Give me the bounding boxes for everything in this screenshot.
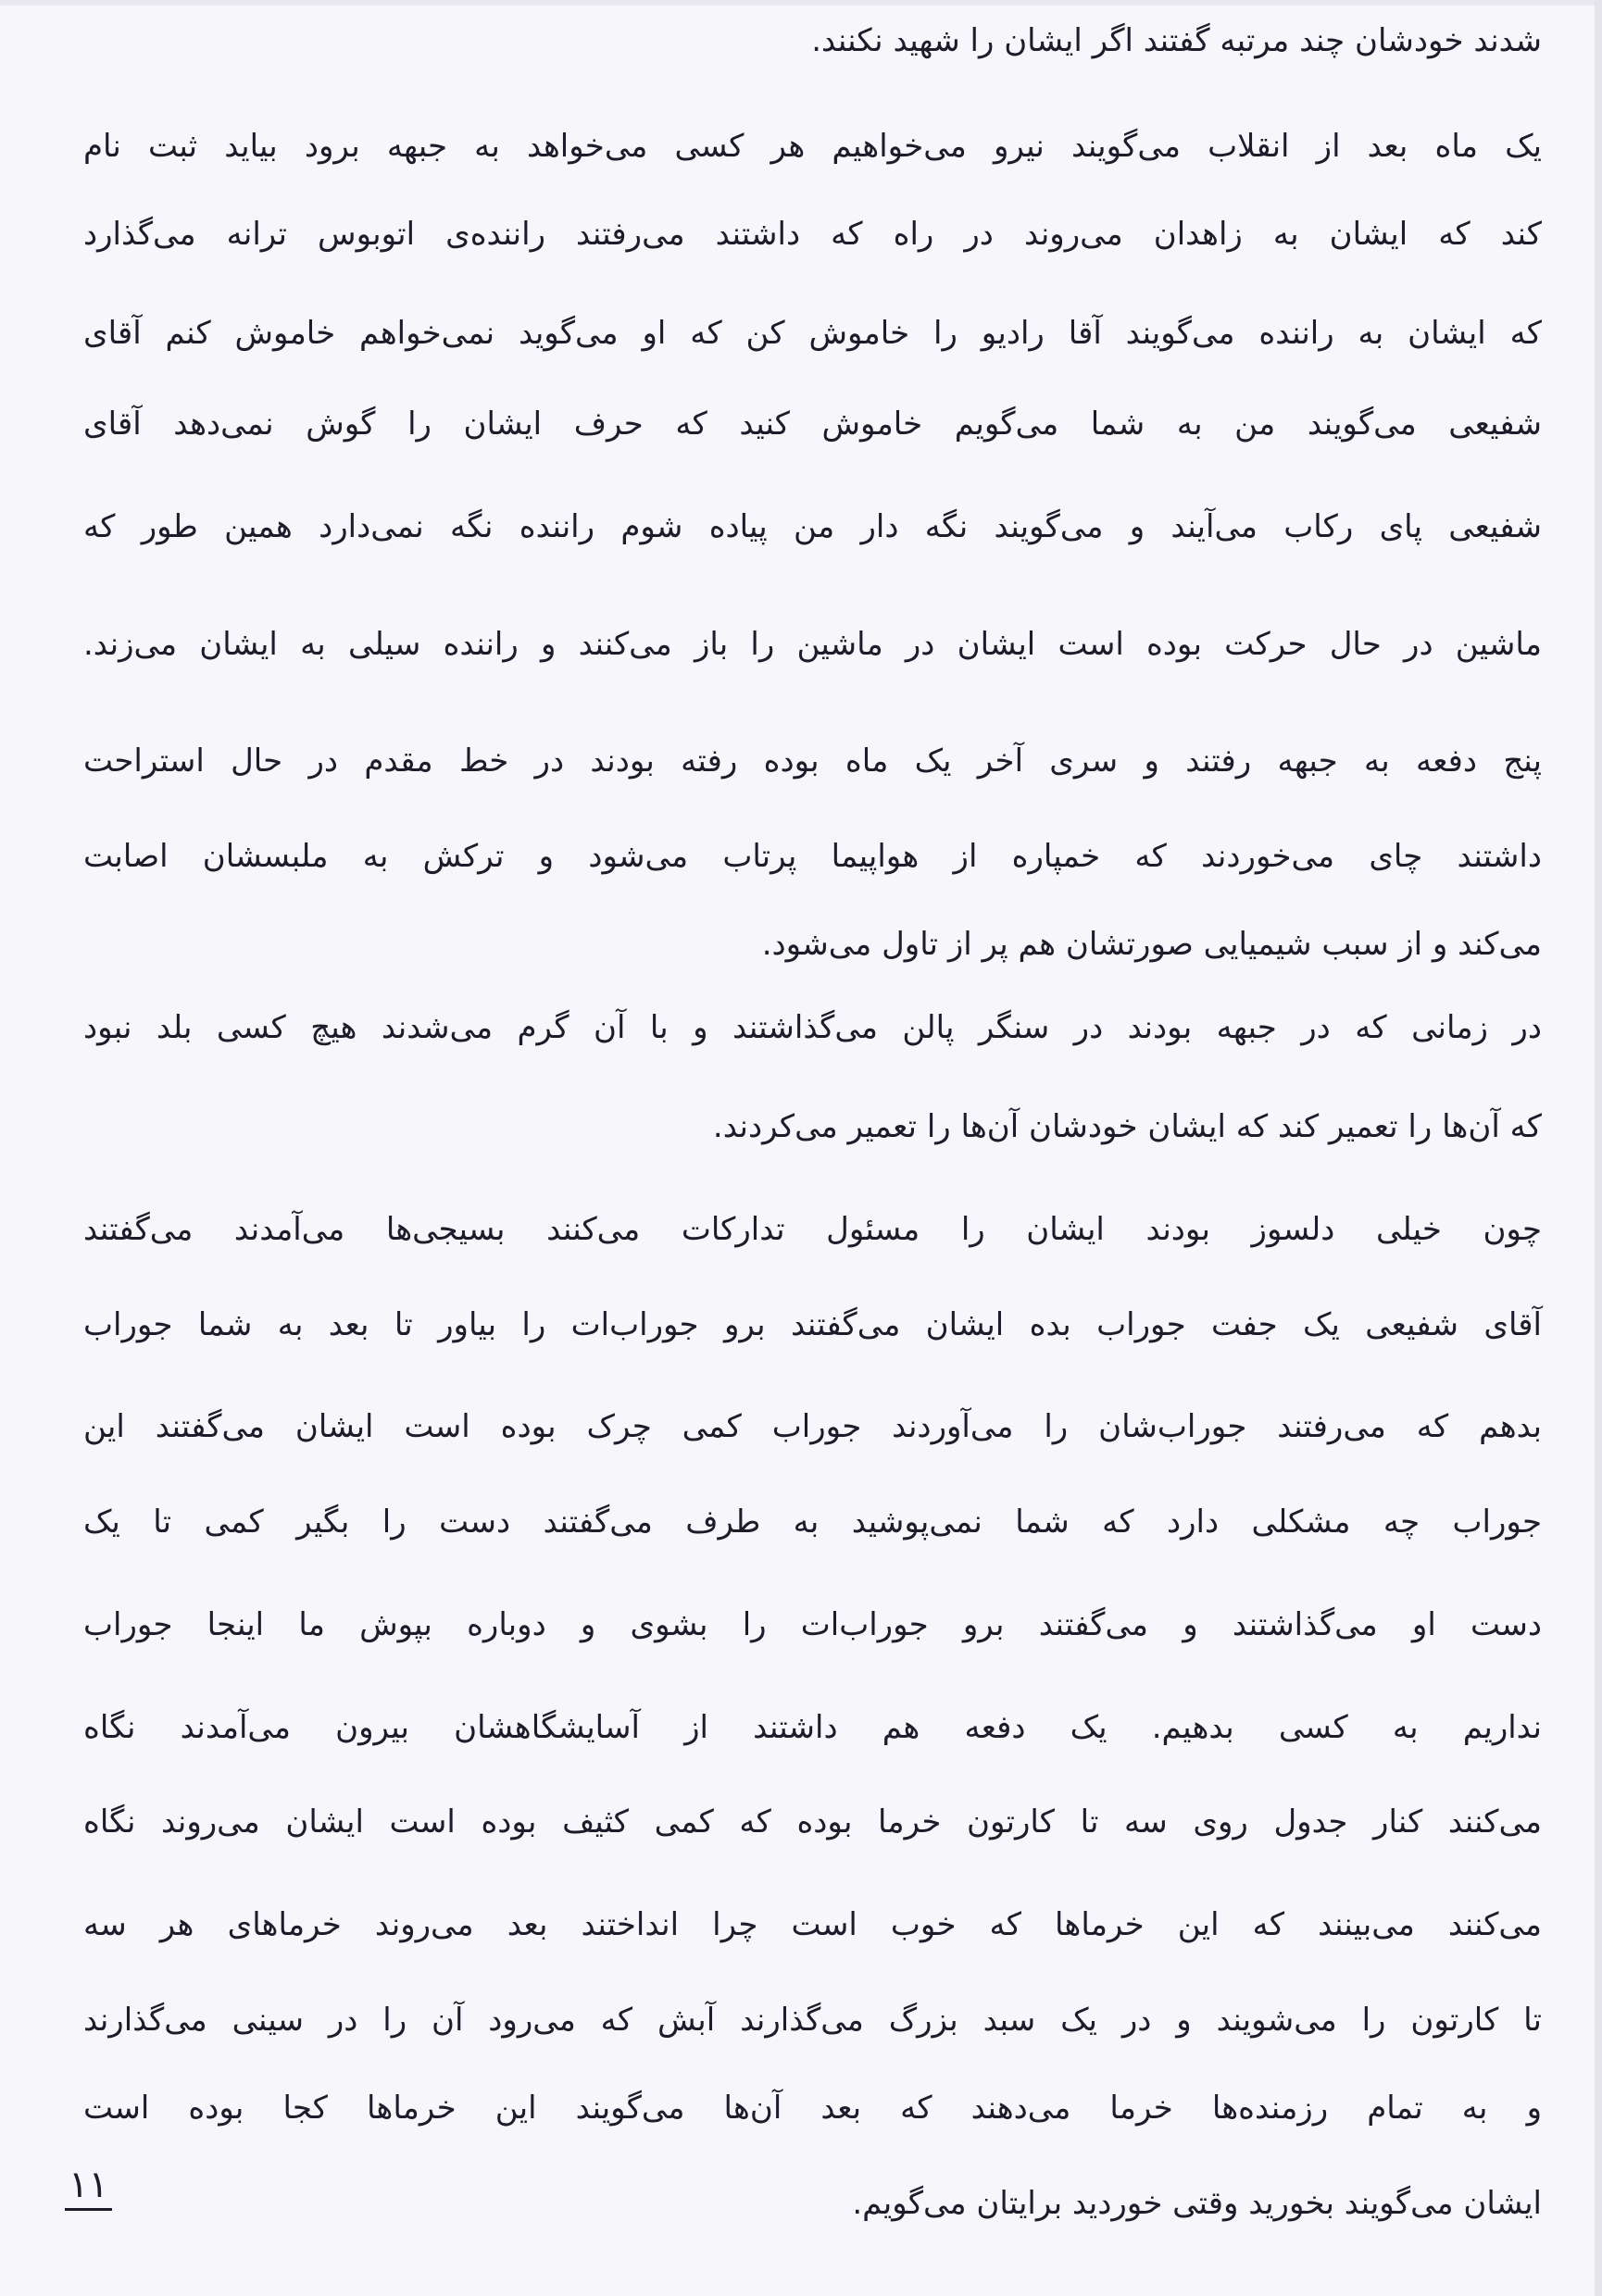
text-line: که آن‌ها را تعمیر کند که ایشان خودشان آن‌ها را تعمیر می‌کردند. xyxy=(712,1108,1542,1145)
text-line: در زمانی که در جبهه بودند در سنگر پالن می‌گذاشتند و با آن گرم می‌شدند هیچ کسی بلد نبود xyxy=(83,1009,1542,1046)
text-line: پنج دفعه به جبهه رفتند و سری آخر یک ماه بوده رفته بودند در خط مقدم در حال استراحت xyxy=(83,742,1542,780)
text-line: کند که ایشان به زاهدان می‌روند در راه که داشتند می‌رفتند راننده‌ی اتوبوس ترانه می‌گذارد xyxy=(83,216,1542,253)
text-line: می‌کنند می‌بینند که این خرماها که خوب است چرا انداختند بعد می‌روند خرماهای هر سه xyxy=(83,1906,1542,1943)
text-line: یک ماه بعد از انقلاب می‌گویند نیرو می‌خواهیم هر کسی می‌خواهد به جبهه برود بیاید ثبت نام xyxy=(83,128,1542,165)
text-line: چون خیلی دلسوز بودند ایشان را مسئول تدارکات می‌کنند بسیجی‌ها می‌آمدند می‌گفتند xyxy=(83,1211,1542,1248)
text-line: و به تمام رزمنده‌ها خرما می‌دهند که بعد آن‌ها می‌گویند این خرماها کجا بوده است xyxy=(83,2090,1542,2127)
text-line: می‌کند و از سبب شیمیایی صورتشان هم پر از تاول می‌شود. xyxy=(761,926,1542,963)
text-line: شفیعی پای رکاب می‌آیند و می‌گویند نگه دار من پیاده شوم راننده نگه نمی‌دارد همین طور که xyxy=(83,508,1542,545)
text-line: ایشان می‌گویند بخورید وقتی خوردید برایتان می‌گویم. xyxy=(852,2185,1542,2222)
page-number: ۱۱ xyxy=(65,2162,112,2211)
text-line: می‌کنند کنار جدول روی سه تا کارتون خرما بوده که کمی کثیف بوده است ایشان می‌روند نگاه xyxy=(83,1803,1542,1841)
text-line: تا کارتون را می‌شویند و در یک سبد بزرگ می‌گذارند آبش که می‌رود آن را در سینی می‌گذارند xyxy=(83,2002,1542,2039)
text-line: داشتند چای می‌خوردند که خمپاره از هواپیما پرتاب می‌شود و ترکش به ملبسشان اصابت xyxy=(83,838,1542,875)
text-line: ماشین در حال حرکت بوده است ایشان در ماشین را باز می‌کنند و راننده سیلی به ایشان می‌زند. xyxy=(83,626,1542,663)
text-line: نداریم به کسی بدهیم. یک دفعه هم داشتند از آسایشگاهشان بیرون می‌آمدند نگاه xyxy=(83,1709,1542,1746)
text-line: شدند خودشان چند مرتبه گفتند اگر ایشان را شهید نکنند. xyxy=(811,22,1542,59)
paper-right-edge xyxy=(1595,0,1602,2296)
text-line: بدهم که می‌رفتند جوراب‌شان را می‌آوردند جوراب کمی چرک بوده است ایشان می‌گفتند این xyxy=(83,1408,1542,1445)
text-line: شفیعی می‌گویند من به شما می‌گویم خاموش کنید که حرف ایشان را گوش نمی‌دهد آقای xyxy=(83,406,1542,443)
text-line: که ایشان به راننده می‌گویند آقا رادیو را خاموش کن که او می‌گوید نمی‌خواهم خاموش کنم آقای xyxy=(83,315,1542,352)
text-line: دست او می‌گذاشتند و می‌گفتند برو جوراب‌ات را بشوی و دوباره بپوش ما اینجا جوراب xyxy=(83,1606,1542,1643)
paper-top-edge xyxy=(0,0,1602,6)
text-line: آقای شفیعی یک جفت جوراب بده ایشان می‌گفتند برو جوراب‌ات را بیاور تا بعد به شما جوراب xyxy=(83,1306,1542,1343)
text-line: جوراب چه مشکلی دارد که شما نمی‌پوشید به طرف می‌گفتند دست را بگیر کمی تا یک xyxy=(83,1504,1542,1541)
